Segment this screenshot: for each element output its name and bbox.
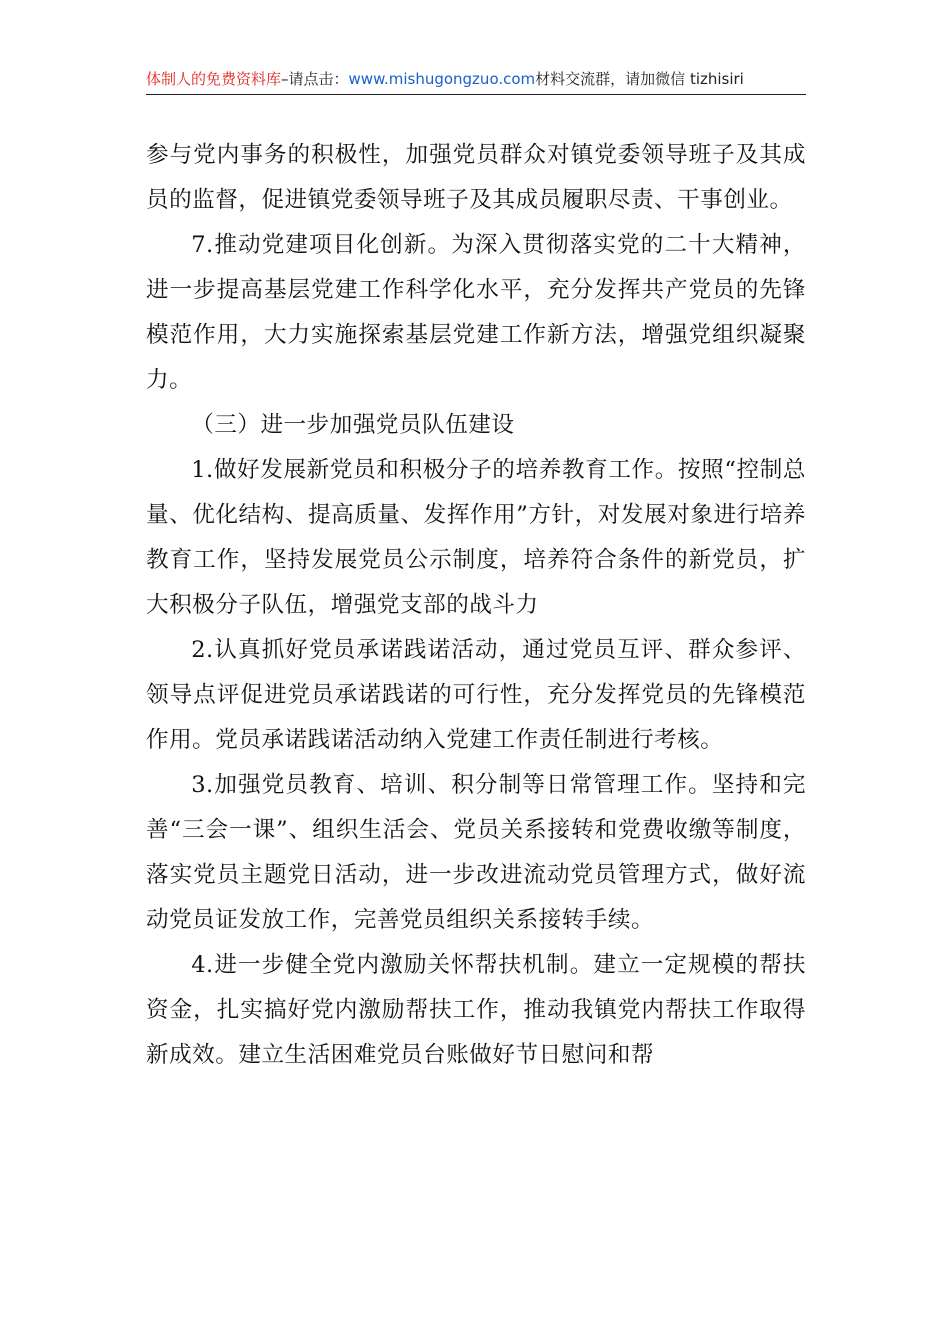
paragraph-item-2: 2.认真抓好党员承诺践诺活动，通过党员互评、群众参评、领导点评促进党员承诺践诺的可行性，充分发挥党员的先锋模范作用。党员承诺践诺活动纳入党建工作责任制进行考核。 (146, 637, 806, 753)
header-prompt: –请点击： (281, 70, 349, 88)
paragraph-continued: 参与党内事务的积极性，加强党员群众对镇党委领导班子及其成员的监督，促进镇党委领导班子及其成员履职尽责、干事创业。 (146, 142, 806, 213)
header-website-link[interactable]: www.mishugongzuo.com (348, 70, 536, 88)
header-brand: 体制人的免费资料库 (146, 70, 282, 88)
paragraph-item-4: 4.进一步健全党内激励关怀帮扶机制。建立一定规模的帮扶资金，扎实搞好党内激励帮扶工作，推动我镇党内帮扶工作取得新成效。建立生活困难党员台账做好节日慰问和帮 (146, 952, 806, 1068)
page-header (146, 66, 806, 95)
paragraph-item-3: 3.加强党员教育、培训、积分制等日常管理工作。坚持和完善“三会一课”、组织生活会、党员关系接转和党费收缴等制度，落实党员主题党日活动，进一步改进流动党员管理方式，做好流动党员证发放工作，完善党员组织关系接转手续。 (146, 772, 806, 933)
section-heading: （三）进一步加强党员队伍建设 (191, 412, 515, 438)
header-wechat-note: 材料交流群，请加微信 tizhisiri (535, 70, 744, 88)
paragraph-item-7: 7.推动党建项目化创新。为深入贯彻落实党的二十大精神，进一步提高基层党建工作科学化水平，充分发挥共产党员的先锋模范作用，大力实施探索基层党建工作新方法，增强党组织凝聚力。 (146, 232, 806, 393)
document-body (146, 133, 806, 1078)
paragraph-item-1: 1.做好发展新党员和积极分子的培养教育工作。按照“控制总量、优化结构、提高质量、发挥作用”方针，对发展对象进行培养教育工作，坚持发展党员公示制度，培养符合条件的新党员，扩大积极分子队伍，增强党支部的战斗力 (146, 457, 806, 618)
